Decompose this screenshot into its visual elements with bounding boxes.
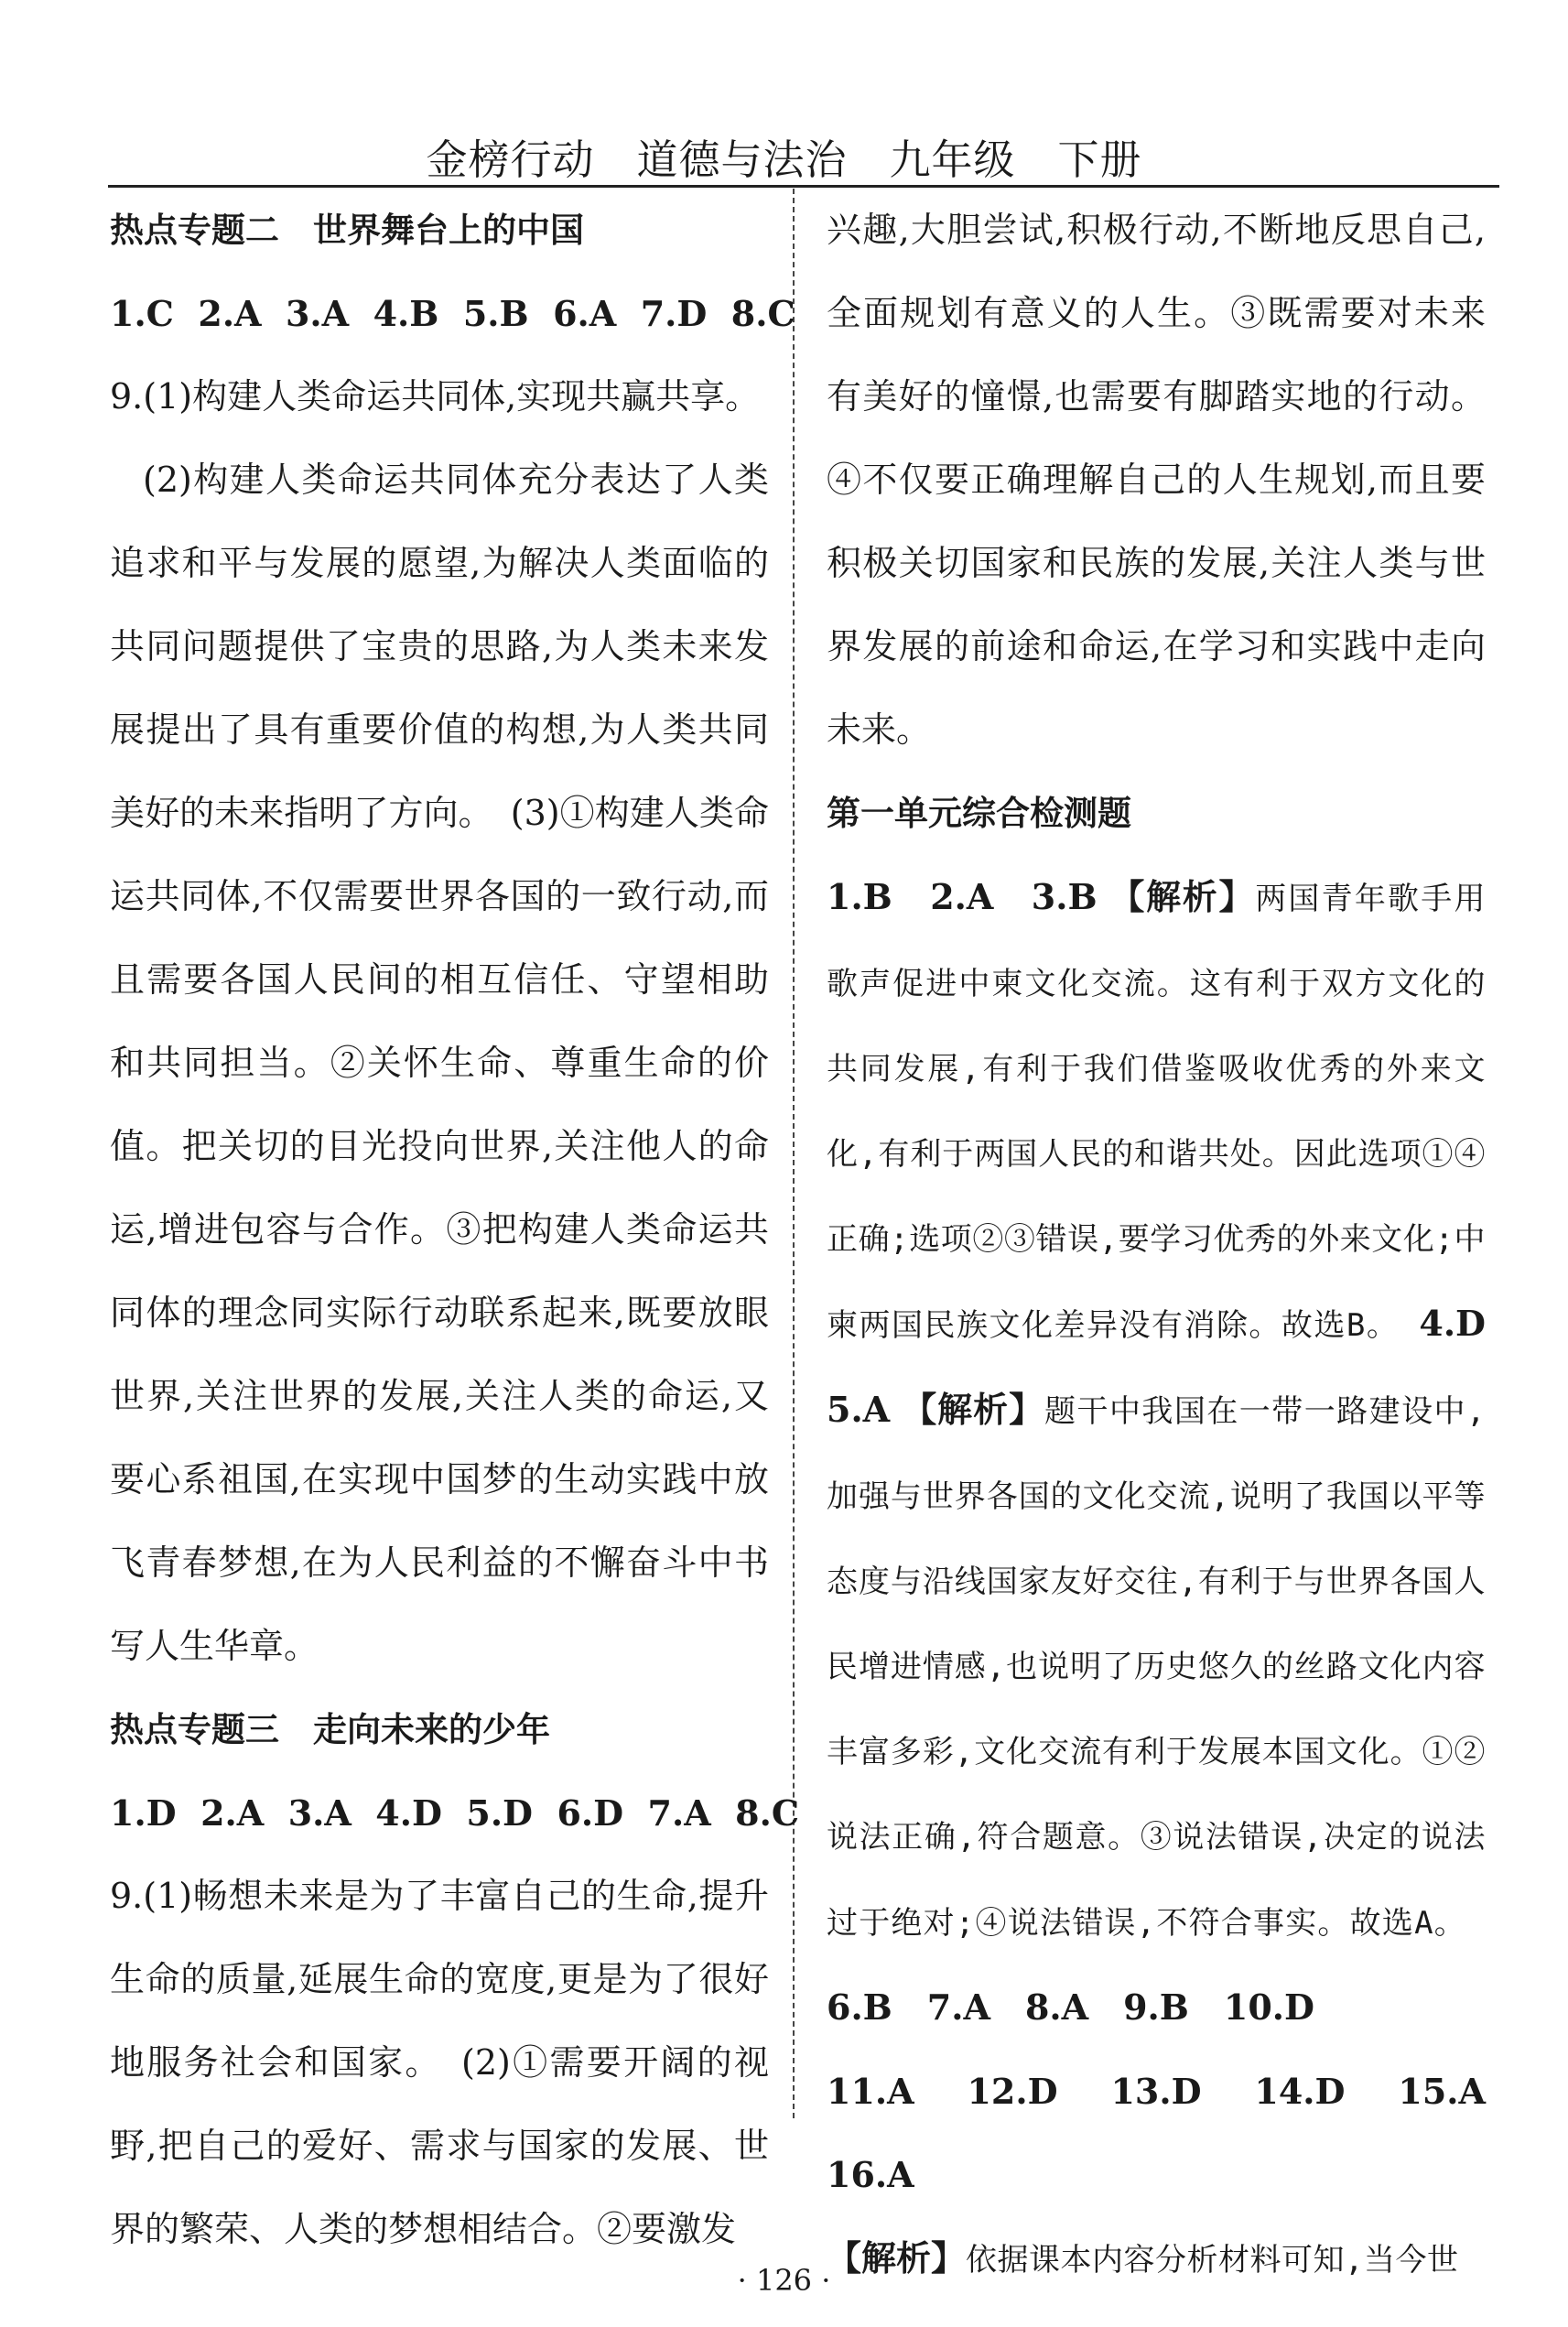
section2-choice-answers: 1.C 2.A 3.A 4.B 5.B 6.A 7.D 8.C <box>110 293 795 334</box>
left-column <box>110 189 800 2271</box>
page-number: · 126 · <box>737 2263 831 2298</box>
unit1-analysis-1: 两国青年歌手用歌声促进中柬文化交流。这有利于双方文化的共同发展,有利于我们借鉴吸收优秀的外来文化,有利于两国人民的和谐共处。因此选项①④正确;选项②③错误,要学习优秀的外来文化;中柬两国民族文化差异没有消除。故选B。 <box>827 881 1486 1344</box>
unit1-choice-answers-4: 11.A 12.D 13.D 14.D 15.A 16.A <box>827 2071 1521 2195</box>
analysis-label: 【解析】 <box>1109 876 1256 917</box>
section2-q9-part2: (2)构建人类命运共同体充分表达了人类追求和平与发展的愿望,为解决人类面临的共同问题提供了宝贵的思路,为人类未来发展提出了具有重要价值的构想,为人类共同美好的未来指明了方向。 (3)①构建人类命运共同体,不仅需要世界各国的一致行动,而且需要各国人民间的相互信任、守望相助和共同担当。②关怀生命、尊重生命的价值。把关切的目光投向世界,关注他人的命运,增进包容与合作。③把构建人类命运共同体的理念同实际行动联系起来,既要放眼世界,关注世界的发展,关注人类的命运,又要心系祖国,在实现中国梦的生动实践中放飞青春梦想,在为人民利益的不懈奋斗中书写人生华章。 <box>110 460 769 1666</box>
section3-choice-answers: 1.D 2.A 3.A 4.D 5.D 6.D 7.A 8.C <box>110 1792 800 1834</box>
analysis-label: 【解析】 <box>827 2237 967 2278</box>
unit1-analysis-3: 依据课本内容分析材料可知,当今世 <box>966 2242 1459 2278</box>
unit1-answers <box>827 855 1521 2050</box>
page-header: 金榜行动 道德与法治 九年级 下册 <box>426 135 1142 184</box>
unit1-analysis-2: 题干中我国在一带一路建设中,加强与世界各国的文化交流,说明了我国以平等态度与沿线国家友好交往,有利于与世界各国人民增进情感,也说明了历史悠久的丝路文化内容丰富多彩,文化交流有利于发展本国文化。①②说法正确,符合题意。③说法错误,决定的说法过于绝对;④说法错误,不符合事实。故选A。 <box>827 1393 1486 1942</box>
analysis-label: 【解析】 <box>902 1389 1045 1430</box>
unit1-choice-answers-2: 4.D 5.A <box>827 1303 1521 1430</box>
right-column <box>827 189 1521 2302</box>
section3-q9-continuation: 兴趣,大胆尝试,积极行动,不断地反思自己,全面规划有意义的人生。③既需要对未来有美好的憧憬,也需要有脚踏实地的行动。④不仅要正确理解自己的人生规划,而且要积极关切国家和民族的发展,关注人类与世界发展的前途和命运,在学习和实践中走向未来。 <box>827 210 1486 750</box>
section-title-2: 热点专题二 世界舞台上的中国 <box>110 211 584 250</box>
unit1-title: 第一单元综合检测题 <box>827 794 1131 833</box>
section3-q9: 9.(1)畅想未来是为了丰富自己的生命,提升生命的质量,延展生命的宽度,更是为了很好地服务社会和国家。 (2)①需要开阔的视野,把自己的爱好、需求与国家的发展、世界的繁荣、人类的梦想相结合。②要激发 <box>110 1876 769 2249</box>
section2-q9-part1: 9.(1)构建人类命运共同体,实现共赢共享。 <box>110 376 761 417</box>
unit1-choice-answers-3: 6.B 7.A 8.A 9.B 10.D <box>827 1900 1486 2028</box>
unit1-choice-answers-1: 1.B 2.A 3.B <box>827 876 1098 917</box>
header-rule <box>108 185 1499 188</box>
section-title-3: 热点专题三 走向未来的少年 <box>110 1710 550 1749</box>
